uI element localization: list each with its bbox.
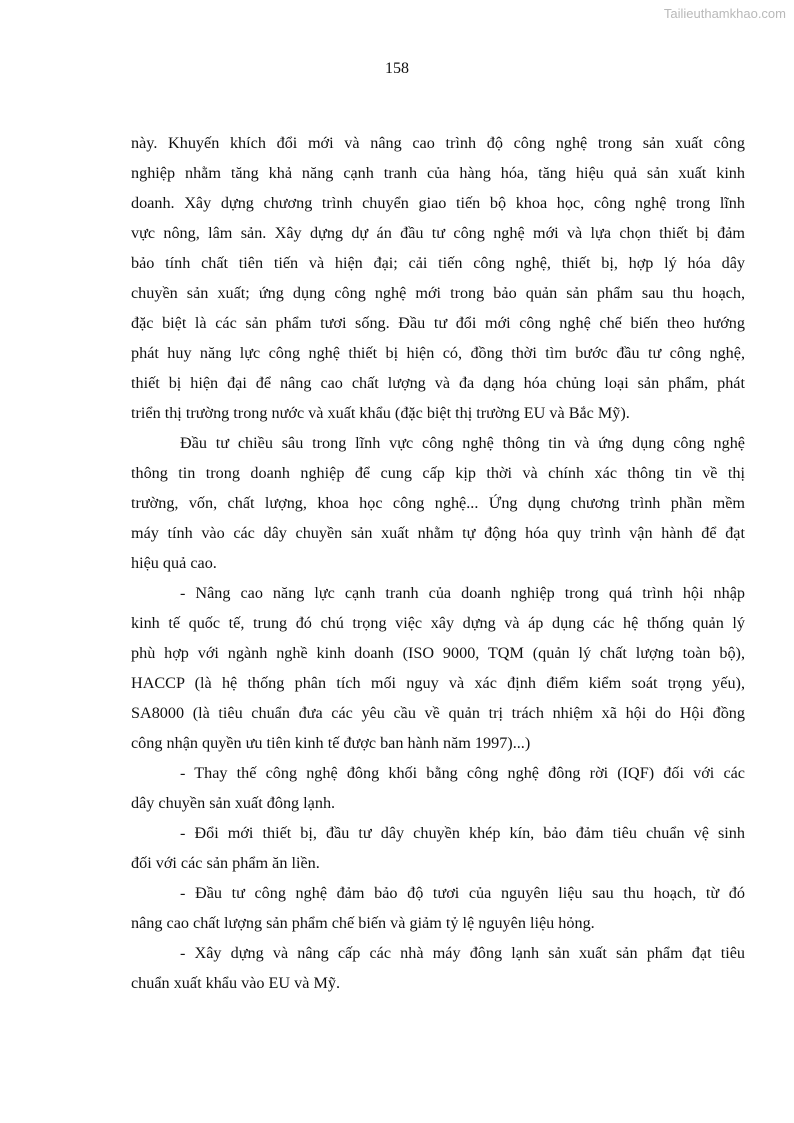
text-line: - Nâng cao năng lực cạnh tranh của doanh nghiệp trong quá trình hội nhập xyxy=(180,584,745,602)
paragraph xyxy=(131,938,745,998)
text-line: - Xây dựng và nâng cấp các nhà máy đông lạnh sản xuất sản phẩm đạt tiêu xyxy=(180,944,745,962)
text-line: phát huy năng lực công nghệ thiết bị hiện có, đồng thời tìm bước đầu tư công nghệ, xyxy=(131,344,745,362)
text-line: kinh tế quốc tế, trung đó chú trọng việc xây dựng và áp dụng các hệ thống quản lý xyxy=(131,614,745,632)
text-line: triển thị trường trong nước và xuất khẩu (đặc biệt thị trường EU và Bắc Mỹ). xyxy=(131,404,630,422)
text-line: HACCP (là hệ thống phân tích mối nguy và xác định điểm kiểm soát trọng yếu), xyxy=(131,674,745,692)
text-line: nghiệp nhằm tăng khả năng cạnh tranh của hàng hóa, tăng hiệu quả sản xuất kinh xyxy=(131,164,745,182)
document-body xyxy=(131,128,745,998)
text-line: doanh. Xây dựng chương trình chuyển giao tiến bộ khoa học, công nghệ trong lĩnh xyxy=(131,194,745,212)
text-line: đặc biệt là các sản phẩm tươi sống. Đầu tư đổi mới công nghệ chế biến theo hướng xyxy=(131,314,745,332)
text-line: bảo tính chất tiên tiến và hiện đại; cải tiến công nghệ, thiết bị, hợp lý hóa dây xyxy=(131,254,745,272)
text-line: này. Khuyến khích đổi mới và nâng cao trình độ công nghệ trong sản xuất công xyxy=(131,134,745,152)
paragraph xyxy=(131,128,745,428)
paragraph xyxy=(131,818,745,878)
paragraph xyxy=(131,758,745,818)
paragraph xyxy=(131,428,745,578)
text-line: - Thay thế công nghệ đông khối bằng công nghệ đông rời (IQF) đối với các xyxy=(180,764,745,782)
text-line: SA8000 (là tiêu chuẩn đưa các yêu cầu về quản trị trách nhiệm xã hội do Hội đồng xyxy=(131,704,745,722)
text-line: Đầu tư chiều sâu trong lĩnh vực công nghệ thông tin và ứng dụng công nghệ xyxy=(180,434,745,452)
text-line: chuyền sản xuất; ứng dụng công nghệ mới trong bảo quản sản phẩm sau thu hoạch, xyxy=(131,284,745,302)
text-line: máy tính vào các dây chuyền sản xuất nhằm tự động hóa quy trình vận hành để đạt xyxy=(131,524,745,542)
text-line: thông tin trong doanh nghiệp để cung cấp kịp thời và chính xác thông tin về thị xyxy=(131,464,745,482)
paragraph xyxy=(131,578,745,758)
text-line: công nhận quyền ưu tiên kinh tế được ban hành năm 1997)...) xyxy=(131,734,531,752)
text-line: - Đổi mới thiết bị, đầu tư dây chuyền khép kín, bảo đảm tiêu chuẩn vệ sinh xyxy=(180,824,745,842)
text-line: dây chuyền sản xuất đông lạnh. xyxy=(131,794,336,812)
text-line: hiệu quả cao. xyxy=(131,554,217,572)
paragraph xyxy=(131,878,745,938)
page-number: 158 xyxy=(385,60,409,77)
text-line: nâng cao chất lượng sản phẩm chế biến và giảm tỷ lệ nguyên liệu hỏng. xyxy=(131,914,595,932)
text-line: phù hợp với ngành nghề kinh doanh (ISO 9000, TQM (quản lý chất lượng toàn bộ), xyxy=(131,644,745,662)
text-line: đối với các sản phẩm ăn liền. xyxy=(131,854,320,872)
text-line: vực nông, lâm sản. Xây dựng dự án đầu tư công nghệ mới và lựa chọn thiết bị đảm xyxy=(131,224,745,242)
text-line: chuẩn xuất khẩu vào EU và Mỹ. xyxy=(131,974,341,992)
text-line: - Đầu tư công nghệ đảm bảo độ tươi của nguyên liệu sau thu hoạch, từ đó xyxy=(180,884,745,902)
watermark: Tailieuthamkhao.com xyxy=(663,6,786,21)
text-line: thiết bị hiện đại để nâng cao chất lượng và đa dạng hóa chủng loại sản phẩm, phát xyxy=(131,374,745,392)
text-line: trường, vốn, chất lượng, khoa học công nghệ... Ứng dụng chương trình phần mềm xyxy=(131,494,745,512)
